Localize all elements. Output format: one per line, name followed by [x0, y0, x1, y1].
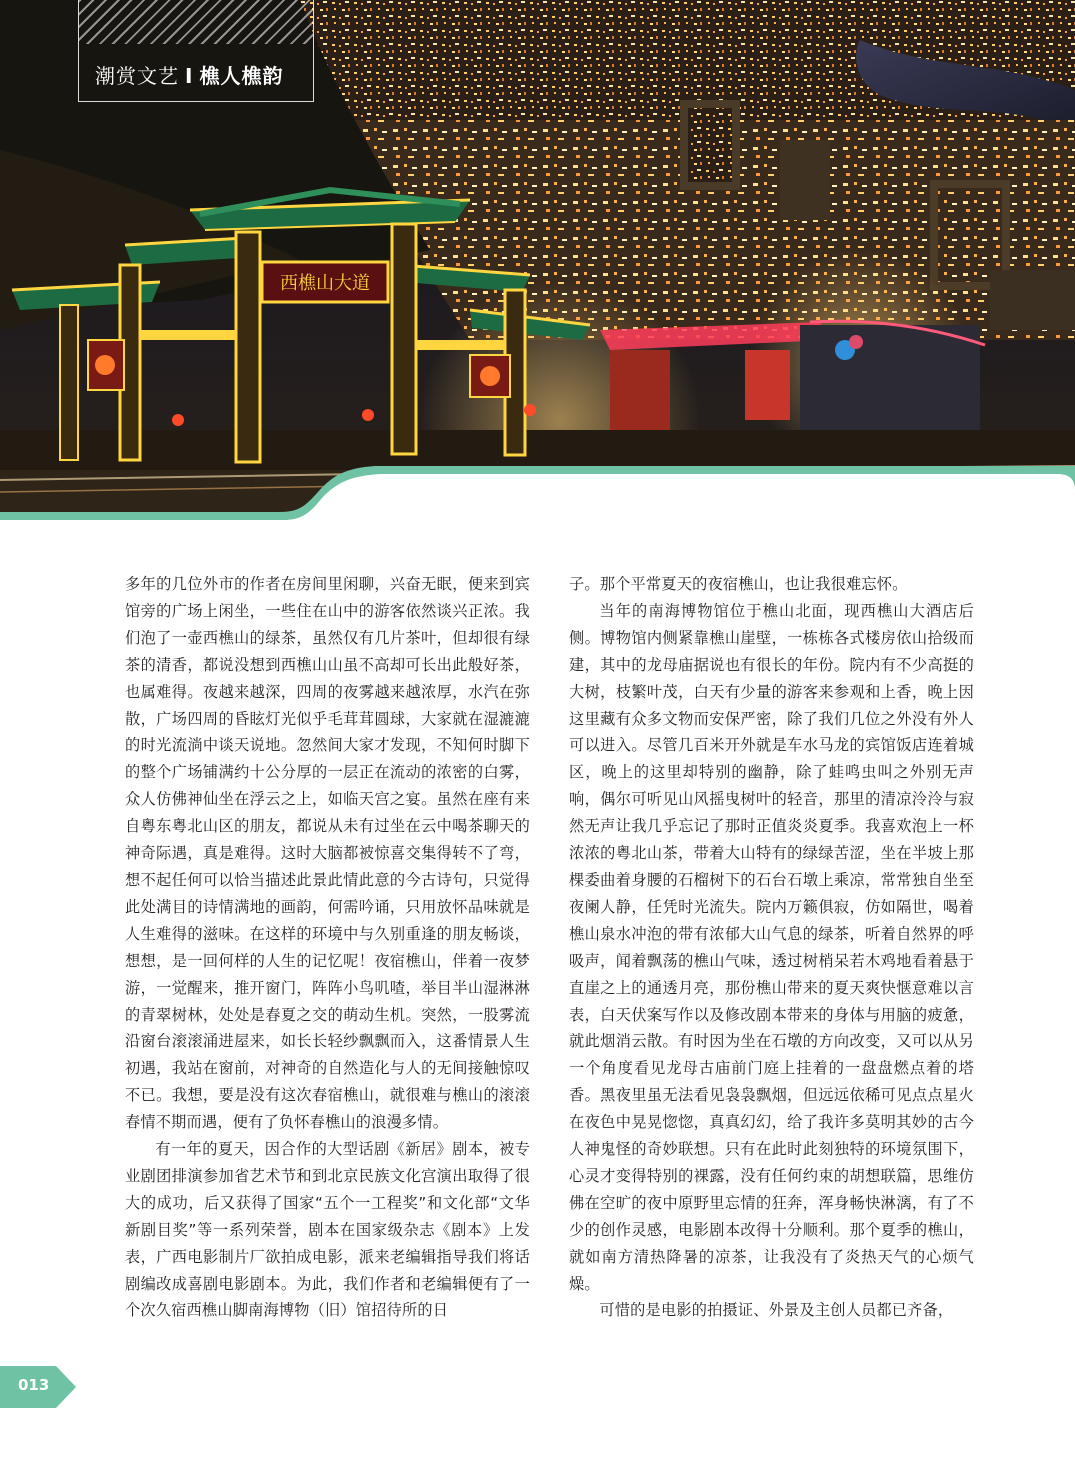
section-tag-hatch: [79, 0, 313, 44]
hero-photo: [0, 0, 1075, 528]
article-column-left: [125, 571, 530, 1324]
section-tag-label: [95, 60, 283, 89]
column-name: 樵人樵韵: [199, 64, 284, 88]
section-separator: I: [185, 64, 194, 88]
paragraph: 当年的南海博物馆位于樵山北面，现西樵山大酒店后侧。博物馆内侧紧靠樵山崖壁，一栋栋各式楼房依山拾级而建，其中的龙母庙据说也有很长的年份。院内有不少高挺的大树，枝繁叶茂，白天有少量的游客来参观和上香，晚上因这里藏有众多文物而安保严密，除了我们几位之外没有外人可以进入。尽管几百米开外就是车水马龙的宾馆饭店连着城区，晚上的这里却特别的幽静，除了蛙鸣虫叫之外别无声响，偶尔可听见山风摇曳树叶的轻音，那里的清凉泠泠与寂然无声让我几乎忘记了那时正值炎炎夏季。我喜欢泡上一杯浓浓的粤北山茶，带着大山特有的绿绿苦涩，坐在半坡上那棵委曲着身腰的石榴树下的石台石墩上乘凉，常常独自坐至夜阑人静，任凭时光流失。院内万籁俱寂，仿如隔世，喝着樵山泉水冲泡的带有浓郁大山气息的绿茶，听着自然界的呼吸声，闻着飘荡的樵山气味，透过树梢呆若木鸡地看着悬于直崖之上的通透月亮，那份樵山带来的夏天爽快惬意难以言表，白天伏案写作以及修改剧本带来的身体与用脑的疲惫，就此烟消云散。有时因为坐在石墩的方向改变，又可以从另一个角度看见龙母古庙前门庭上挂着的一盘盘燃点着的塔香。黑夜里虽无法看见袅袅飘烟，但远远依稀可见点点星火在夜色中晃晃惚惚，真真幻幻，给了我许多莫明其妙的古今人神鬼怪的奇妙联想。只有在此时此刻独特的环境氛围下，心灵才变得特别的裸露，没有任何约束的胡想联篇，思维仿佛在空旷的夜中原野里忘情的狂奔，浑身畅快淋漓，有了不少的创作灵感，电影剧本改得十分顺利。那个夏季的樵山，就如南方清热降暑的凉茶，让我没有了炎热天气的心烦气燥。: [569, 601, 974, 1293]
paragraph: 有一年的夏天，因合作的大型话剧《新居》剧本，被专业剧团排演参加省艺术节和到北京民族文化宫演出取得了很大的成功，后又获得了国家“五个一工程奖”和文化部“文华新剧目奖”等一系列荣誉，剧本在国家级杂志《剧本》上发表，广西电影制片厂欲拍成电影，派来老编辑指导我们将话剧编改成喜剧电影剧本。为此，我们作者和老编辑便有了一个次久宿西樵山脚南海博物（旧）馆招待所的日: [125, 1140, 530, 1320]
article-column-right: [569, 571, 974, 1324]
page-number-tab: [0, 1366, 78, 1408]
arch-plaque-text: 西樵山大道: [280, 273, 370, 294]
paragraph: 可惜的是电影的拍摄证、外景及主创人员都已齐备，: [599, 1301, 954, 1320]
page-number: 013: [18, 1376, 50, 1394]
paragraph: 子。那个平常夏天的夜宿樵山，也让我很难忘怀。: [569, 575, 908, 593]
section-tag: [78, 0, 314, 102]
section-name: 潮赏文艺: [95, 64, 179, 88]
paragraph: 多年的几位外市的作者在房间里闲聊，兴奋无眠，便来到宾馆旁的广场上闲坐，一些住在山中的游客依然谈兴正浓。我们泡了一壶西樵山的绿茶，虽然仅有几片茶叶，但却很有绿茶的清香，都说没想到西樵山山虽不高却可长出此般好茶，也属难得。夜越来越深，四周的夜雾越来越浓厚，水汽在弥散，广场四周的昏眩灯光似乎毛茸茸圆球，大家就在湿漉漉的时光流淌中谈天说地。忽然间大家才发现，不知何时脚下的整个广场铺满约十公分厚的一层正在流动的浓密的白雾，众人仿佛神仙坐在浮云之上，如临天宫之宴。虽然在座有来自粤东粤北山区的朋友，都说从未有过坐在云中喝茶聊天的神奇际遇，真是难得。这时大脑都被惊喜交集得转不了弯，想不起任何可以恰当描述此景此情此意的今古诗句，只觉得此处满目的诗情满地的画韵，何需吟诵，只用放怀品味就是人生难得的滋味。在这样的环境中与久别重逢的朋友畅谈，想想，是一回何样的人生的记忆呢！夜宿樵山，伴着一夜梦游，一觉醒来，推开窗门，阵阵小鸟叽喳，举目半山湿淋淋的青翠树林，处处是春夏之交的萌动生机。突然，一股雾流沿窗台滚滚涌进屋来，如长长轻纱飘飘而入，这番情景人生初遇，我站在窗前，对神奇的自然造化与人的无间接触惊叹不已。我想，要是没有这次春宿樵山，就很难与樵山的滚滚春情不期而遇，便有了负怀春樵山的浪漫多情。: [125, 575, 530, 1132]
